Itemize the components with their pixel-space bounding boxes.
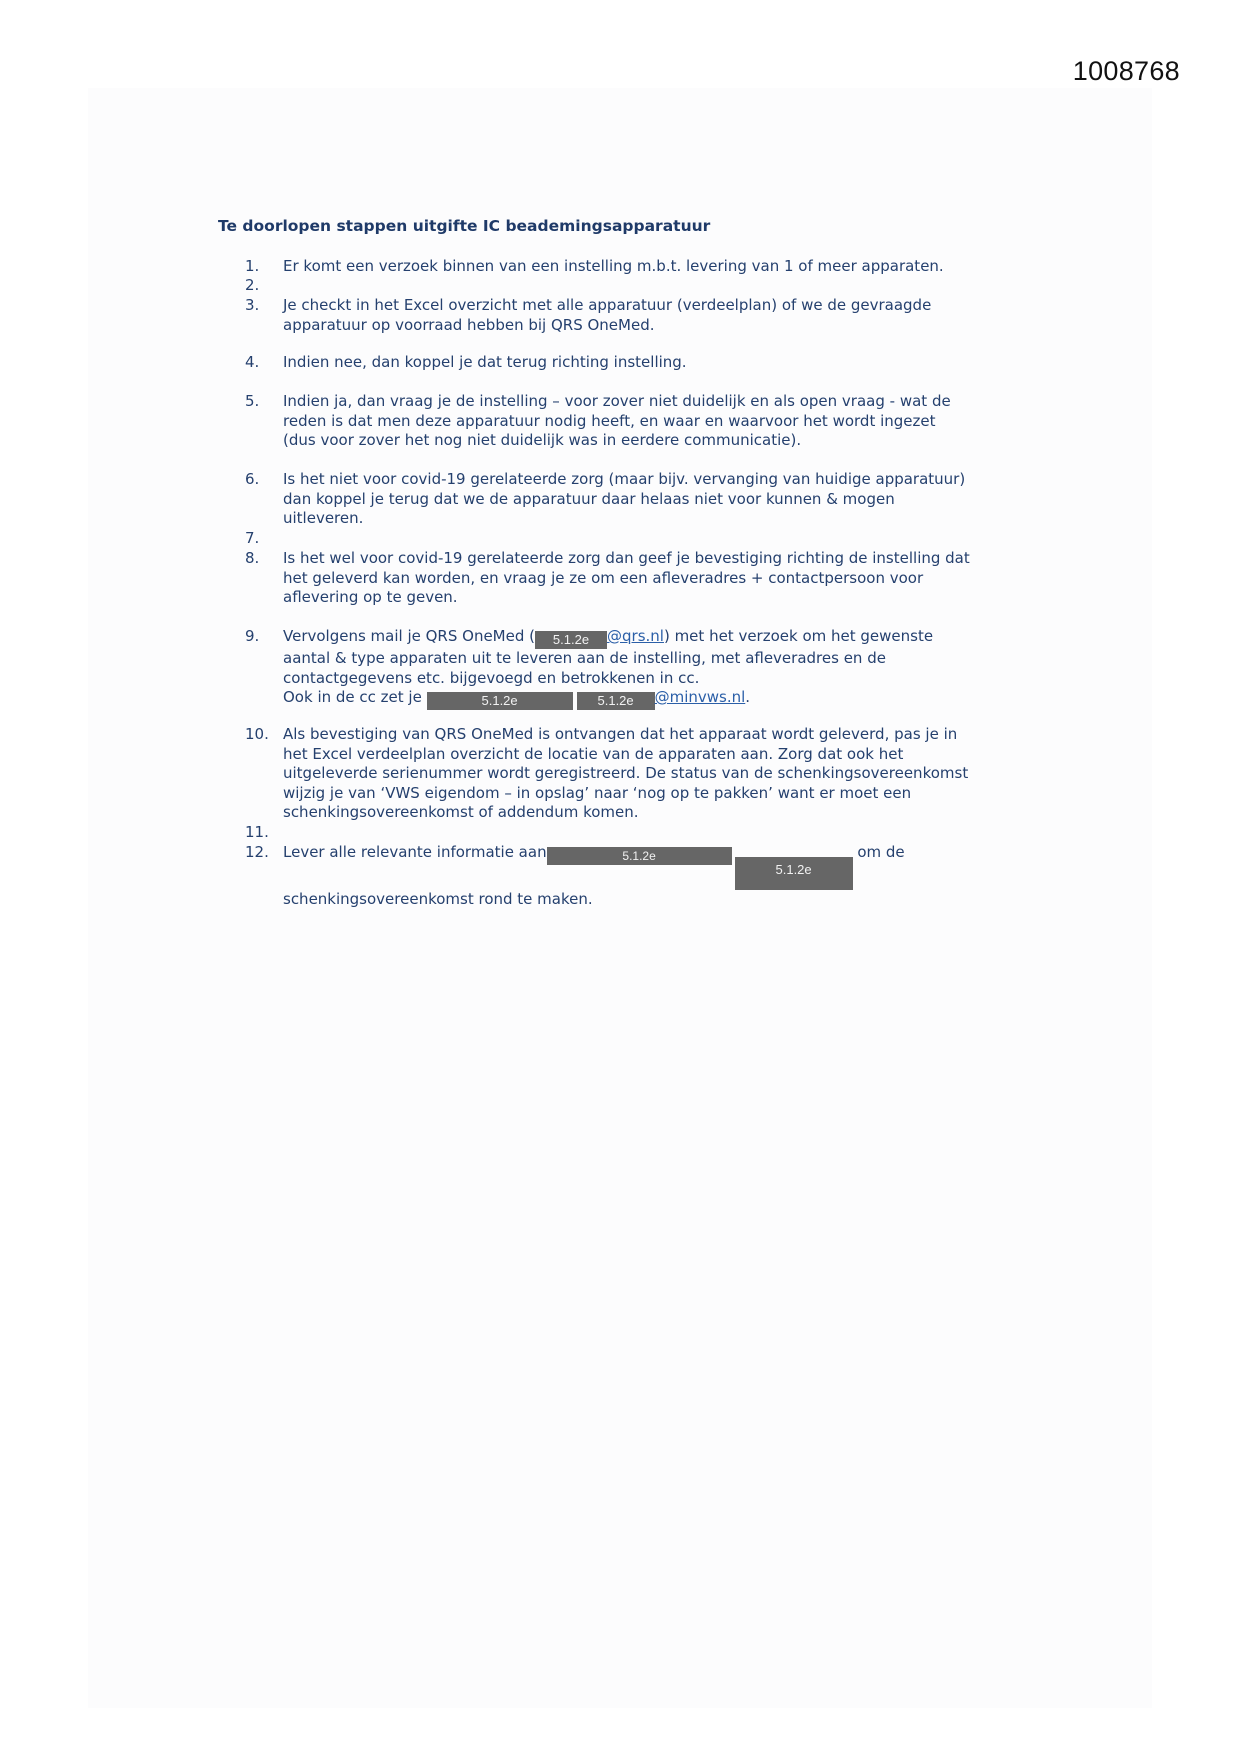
- redaction-box: 5.1.2e: [535, 631, 607, 649]
- step-text: [283, 257, 1043, 277]
- step-text: [283, 392, 1043, 451]
- step-number: 10.: [245, 725, 269, 743]
- text-line: Er komt een verzoek binnen van een instelling m.b.t. levering van 1 of meer apparaten.: [283, 257, 944, 275]
- text-line: Is het niet voor covid-19 gerelateerde zorg (maar bijv. vervanging van huidige apparatuur): [283, 470, 966, 488]
- text-line: aantal & type apparaten uit te leveren aan de instelling, met afleveradres en de: [283, 649, 886, 667]
- text-line: Als bevestiging van QRS OneMed is ontvangen dat het apparaat wordt geleverd, pas je in: [283, 725, 958, 743]
- step-text: [283, 725, 1043, 823]
- text-line: het geleverd kan worden, en vraag je ze om een afleveradres + contactpersoon voor: [283, 568, 924, 587]
- step-text: [283, 843, 1043, 910]
- step-number: 5.: [245, 392, 260, 410]
- step-number: 2.: [245, 276, 260, 294]
- text-line: schenkingsovereenkomst rond te maken.: [283, 890, 593, 908]
- text-line: uitgeleverde serienummer wordt geregistreerd. De status van de schenkingsovereenkomst: [283, 764, 969, 783]
- redaction-box: 5.1.2e: [547, 847, 732, 865]
- step-number: 6.: [245, 470, 260, 488]
- text-segment: ) met het verzoek om het gewenste: [663, 627, 934, 645]
- text-line: schenkingsovereenkomst of addendum komen.: [283, 803, 639, 822]
- step-number: 1.: [245, 257, 260, 275]
- step-text: [283, 353, 1043, 373]
- step-number: 7.: [245, 529, 260, 547]
- text-segment: Ook in de cc zet je: [283, 688, 427, 707]
- step-number: 11.: [245, 823, 269, 841]
- document-title: Te doorlopen stappen uitgifte IC beademingsapparatuur: [218, 217, 711, 235]
- step-number: 4.: [245, 353, 260, 371]
- step-number: 8.: [245, 549, 260, 567]
- text-line: reden is dat men deze apparatuur nodig heeft, en waar en waarvoor het wordt ingezet: [283, 411, 936, 430]
- text-line: Je checkt in het Excel overzicht met alle apparatuur (verdeelplan) of we de gevraagde: [283, 296, 932, 314]
- text-line: Indien nee, dan koppel je dat terug richting instelling.: [283, 353, 687, 371]
- redaction-box: 5.1.2e: [735, 857, 853, 890]
- redaction-box: 5.1.2e: [427, 692, 573, 710]
- text-segment: Lever alle relevante informatie aan: [283, 843, 547, 861]
- text-line: aflevering op te geven.: [283, 588, 458, 607]
- text-line: Is het wel voor covid-19 gerelateerde zorg dan geef je bevestiging richting de instelling dat: [283, 549, 970, 567]
- step-text: [283, 296, 1043, 335]
- text-line: uitleveren.: [283, 509, 364, 528]
- text-line: het Excel verdeelplan overzicht de locatie van de apparaten aan. Zorg dat ook het: [283, 744, 904, 763]
- step-number: 9.: [245, 627, 260, 645]
- text-line: (dus voor zover het nog niet duidelijk was in eerdere communicatie).: [283, 431, 802, 450]
- text-segment: .: [745, 688, 751, 707]
- text-line: dan koppel je terug dat we de apparatuur daar helaas niet voor kunnen & mogen: [283, 489, 895, 508]
- redaction-box: 5.1.2e: [577, 692, 655, 710]
- text-line: contactgegevens etc. bijgevoegd en betrokkenen in cc.: [283, 668, 700, 687]
- step-number: 12.: [245, 843, 269, 861]
- email-link[interactable]: @minvws.nl: [654, 688, 746, 707]
- text-line: [283, 688, 1043, 710]
- step-number: 3.: [245, 296, 260, 314]
- step-text: [283, 470, 1043, 529]
- text-line: Indien ja, dan vraag je de instelling – voor zover niet duidelijk en als open vraag - wat de: [283, 392, 951, 410]
- text-line: apparatuur op voorraad hebben bij QRS OneMed.: [283, 315, 655, 334]
- text-line: [283, 627, 1043, 649]
- text-line: wijzig je van ‘VWS eigendom – in opslag’ naar ‘nog op te pakken’ want er moet een: [283, 783, 912, 802]
- step-text: [283, 549, 1043, 608]
- email-link[interactable]: @qrs.nl: [607, 627, 664, 645]
- step-text: [283, 627, 1043, 710]
- text-segment: om de: [852, 843, 905, 861]
- document-number: 1008768: [1072, 56, 1180, 86]
- text-line: [283, 843, 1043, 890]
- text-segment: Vervolgens mail je QRS OneMed (: [283, 627, 535, 645]
